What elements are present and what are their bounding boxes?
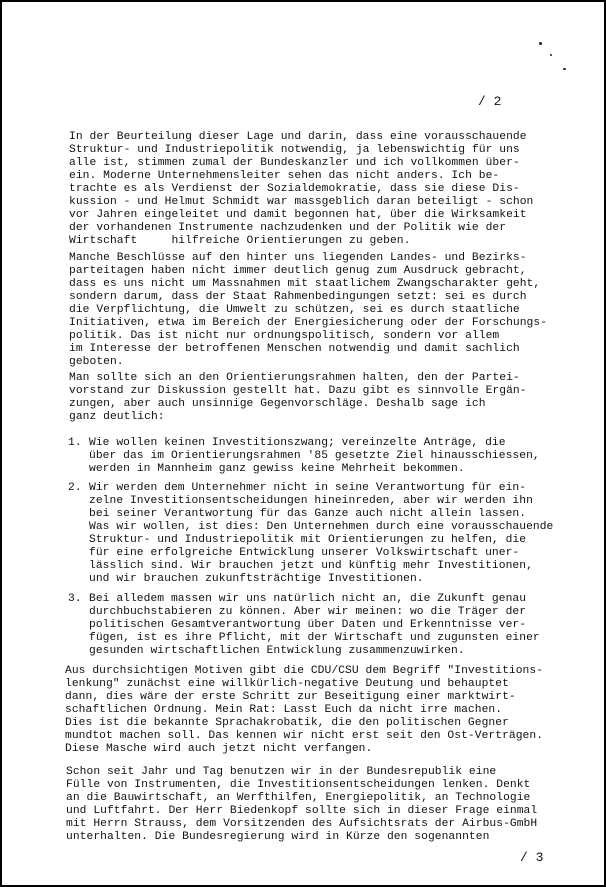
text-line: Wie wollen keinen Investitionszwang; vereinzelte Anträge, die: [89, 437, 506, 449]
text-line: Wir werden dem Unternehmer nicht in seine Verantwortung für ein-: [89, 482, 527, 494]
text-line: politik. Das ist nicht nur ordnungspolitisch, sondern vor allem: [69, 330, 500, 342]
text-line: schaftlichen Ordnung. Mein Rat: Lasst Euch da nicht irre machen.: [65, 704, 503, 716]
text-line: der vorhandenen Instrumente nachzudenken und der Politik wie der: [69, 222, 507, 234]
text-line: Was wir wollen, ist dies: Den Unternehmen durch eine vorausschauende: [89, 521, 554, 533]
text-line: dann, dies wäre der erste Schritt zur Beseitigung einer marktwirt-: [65, 691, 516, 703]
page-number-bottom: / 3: [520, 850, 544, 865]
list-item-number-1: 1.: [68, 437, 82, 449]
text-line: an die Bauwirtschaft, an Werfthilfen, Energiepolitik, an Technologie: [66, 792, 531, 804]
text-line: parteitagen haben nicht immer deutlich genug zum Ausdruck gebracht,: [69, 265, 527, 277]
text-line: durchbuchstabieren zu können. Aber wir meinen: wo die Träger der: [89, 606, 527, 618]
text-line: mundtot machen soll. Das kennen wir nicht erst seit den Ost-Verträgen.: [65, 730, 544, 742]
text-line: Struktur- und Industriepolitik notwendig, ja lebenswichtig für uns: [69, 144, 520, 156]
list-item-1: [89, 437, 540, 476]
scan-speck: [563, 68, 566, 70]
text-line: geboten.: [69, 356, 124, 368]
list-item-number-2: 2.: [68, 482, 82, 494]
list-item-2: [89, 482, 553, 586]
text-line: zungen, aber auch unsinnige Gegenvorschläge. Deshalb sage ich: [69, 398, 486, 410]
text-line: lenkung" zunächst eine willkürlich-negative Deutung und behauptet: [65, 678, 509, 690]
text-line: Wirtschaft hilfreiche Orientierungen zu geben.: [69, 235, 411, 247]
text-line: alle ist, stimmen zumal der Bundeskanzler und ich vollkommen über-: [69, 157, 520, 169]
text-line: im Interesse der betroffenen Menschen notwendig und damit sachlich: [69, 343, 520, 355]
text-line: kussion - und Helmut Schmidt war massgeblich daran beteiligt - schon: [69, 196, 534, 208]
text-line: Struktur- und Industriepolitik mit Orientierungen zu helfen, die: [89, 534, 527, 546]
text-line: bei seiner Verantwortung für das Ganze auch nicht allein lassen.: [89, 508, 527, 520]
text-line: lässlich sind. Wir brauchen jetzt und künftig mehr Investitionen,: [89, 560, 533, 572]
text-line: die Verpflichtung, die Umwelt zu schützen, sei es durch staatliche: [69, 304, 520, 316]
list-item-3: [89, 593, 540, 658]
paragraph-3: [69, 372, 527, 424]
text-line: ganz deutlich:: [69, 411, 165, 423]
text-line: für eine erfolgreiche Entwicklung unserer Volkswirtschaft uner-: [89, 547, 520, 559]
paragraph-1: [69, 131, 533, 248]
scan-speck: [550, 54, 552, 56]
text-line: unterhalten. Die Bundesregierung wird in Kürze den sogenannten: [66, 831, 490, 843]
text-line: mit Herrn Strauss, dem Vorsitzenden des Aufsichtsrats der Airbus-GmbH: [66, 818, 538, 830]
text-line: vor Jahren eingeleitet und damit begonnen hat, über die Wirksamkeit: [69, 209, 527, 221]
text-line: Dies ist die bekannte Sprachakrobatik, die den politischen Gegner: [65, 717, 509, 729]
text-line: Schon seit Jahr und Tag benutzen wir in der Bundesrepublik eine: [66, 766, 497, 778]
text-line: Manche Beschlüsse auf den hinter uns liegenden Landes- und Bezirks-: [69, 252, 527, 264]
text-line: politischen Gesamtverantwortung über Daten und Erkenntnisse ver-: [89, 619, 527, 631]
text-line: werden in Mannheim ganz gewiss keine Mehrheit bekommen.: [89, 463, 465, 475]
text-line: dass es uns nicht um Massnahmen mit staatlichem Zwangscharakter geht,: [69, 278, 541, 290]
list-item-number-3: 3.: [68, 593, 82, 605]
text-line: Bei alledem massen wir uns natürlich nicht an, die Zukunft genau: [89, 593, 527, 605]
text-line: vorstand zur Diskussion gestellt hat. Dazu gibt es sinnvolle Ergän-: [69, 385, 527, 397]
text-line: gesunden wirtschaftlichen Entwicklung zusammenzuwirken.: [89, 645, 465, 657]
text-line: Aus durchsichtigen Motiven gibt die CDU/CSU dem Begriff "Investitions-: [65, 665, 544, 677]
text-line: Fülle von Instrumenten, die Investitionsentscheidungen lenken. Denkt: [66, 779, 531, 791]
text-line: sondern darum, dass der Staat Rahmenbedingungen setzt: sei es durch: [69, 291, 527, 303]
scan-speck: [539, 42, 542, 45]
text-line: und wir brauchen zukunftsträchtige Investitionen.: [89, 573, 424, 585]
text-line: und Luftfahrt. Der Herr Biedenkopf sollte sich in dieser Frage einmal: [66, 805, 538, 817]
paragraph-2: [69, 252, 547, 369]
text-line: Initiativen, etwa im Bereich der Energiesicherung oder der Forschungs-: [69, 317, 548, 329]
text-line: ein. Moderne Unternehmensleiter sehen das nicht anders. Ich be-: [69, 170, 500, 182]
page-number-top: / 2: [478, 94, 502, 109]
text-line: zelne Investitionsentscheidungen hineinreden, aber wir werden ihn: [89, 495, 533, 507]
text-line: über das im Orientierungsrahmen '85 gesetzte Ziel hinausschiessen,: [89, 450, 540, 462]
text-line: trachte es als Verdienst der Sozialdemokratie, dass sie diese Dis-: [69, 183, 520, 195]
text-line: Man sollte sich an den Orientierungsrahmen halten, den der Partei-: [69, 372, 520, 384]
paragraph-4: [65, 665, 543, 756]
text-line: In der Beurteilung dieser Lage und darin, dass eine vorausschauende: [69, 131, 527, 143]
paragraph-5: [66, 766, 537, 844]
text-line: Diese Masche wird auch jetzt nicht verfangen.: [65, 743, 373, 755]
text-line: fügen, ist es ihre Pflicht, mit der Wirtschaft und zugunsten einer: [89, 632, 540, 644]
